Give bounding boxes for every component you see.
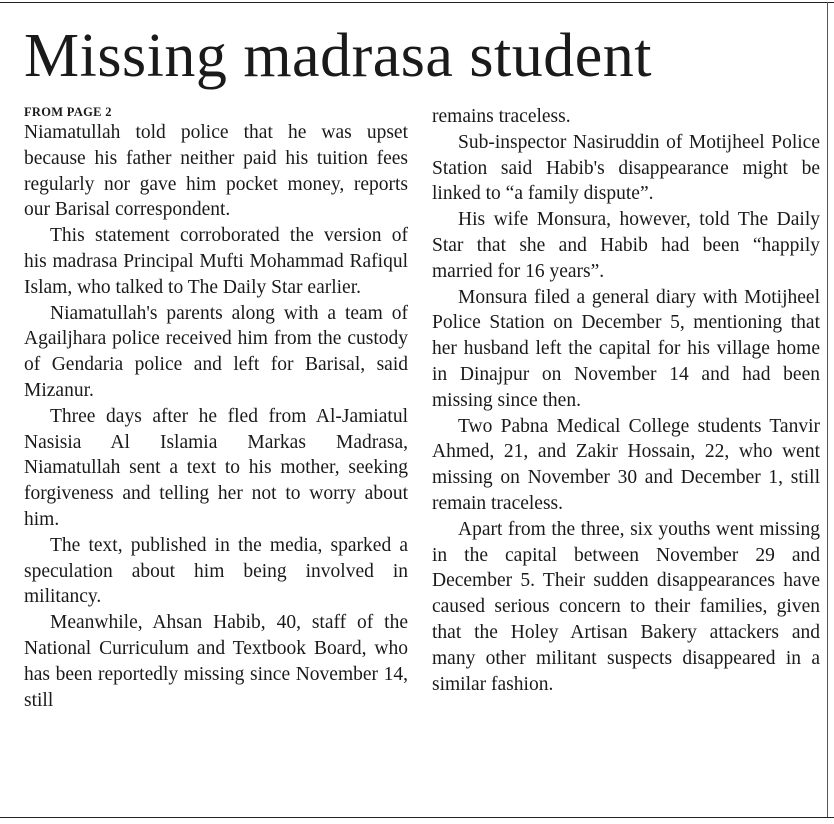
paragraph: Monsura filed a general diary with Motijheel Police Station on December 5, mentioning that her husband left the capital for his village home in Dinajpur on November 14 and had been missing since then.	[432, 286, 820, 411]
headline: Missing madrasa student	[24, 22, 652, 90]
paragraph: His wife Monsura, however, told The Daily Star that she and Habib had been “happily married for 16 years”.	[432, 209, 820, 282]
bottom-rule	[0, 817, 834, 818]
paragraph: Apart from the three, six youths went missing in the capital between November 29 and December 5. Their sudden disappearances have caused serious concern to their families, given that the Holey Artisan Bakery attackers and many other militant suspects disappeared in a similar fashion.	[432, 518, 820, 695]
column-1	[24, 104, 408, 713]
paragraph: Niamatullah's parents along with a team of Agailjhara police received him from the custody of Gendaria police and left for Barisal, said Mizanur.	[24, 302, 408, 401]
paragraph: Three days after he fled from Al-Jamiatul Nasisia Al Islamia Markas Madrasa, Niamatullah sent a text to his mother, seeking forgiveness and telling her not to worry about him.	[24, 405, 408, 530]
paragraph: Two Pabna Medical College students Tanvir Ahmed, 21, and Zakir Hossain, 22, who went missing on November 30 and December 1, still remain traceless.	[432, 415, 820, 514]
paragraph: Niamatullah told police that he was upset because his father neither paid his tuition fees regularly nor gave him pocket money, reports our Barisal correspondent.	[24, 122, 408, 221]
right-rule	[827, 2, 828, 817]
top-rule	[0, 2, 834, 3]
paragraph: remains traceless.	[432, 106, 571, 127]
column-2	[432, 104, 820, 697]
kicker: FROM PAGE 2	[24, 105, 112, 119]
paragraph: Meanwhile, Ahsan Habib, 40, staff of the National Curriculum and Textbook Board, who has been reportedly missing since November 14, still	[24, 612, 408, 711]
paragraph: This statement corroborated the version of his madrasa Principal Mufti Mohammad Rafiqul Islam, who talked to The Daily Star earlier.	[24, 225, 408, 298]
paragraph: Sub-inspector Nasiruddin of Motijheel Police Station said Habib's disappearance might be linked to “a family dispute”.	[432, 131, 820, 205]
paragraph: The text, published in the media, sparked a speculation about him being involved in militancy.	[24, 534, 408, 608]
